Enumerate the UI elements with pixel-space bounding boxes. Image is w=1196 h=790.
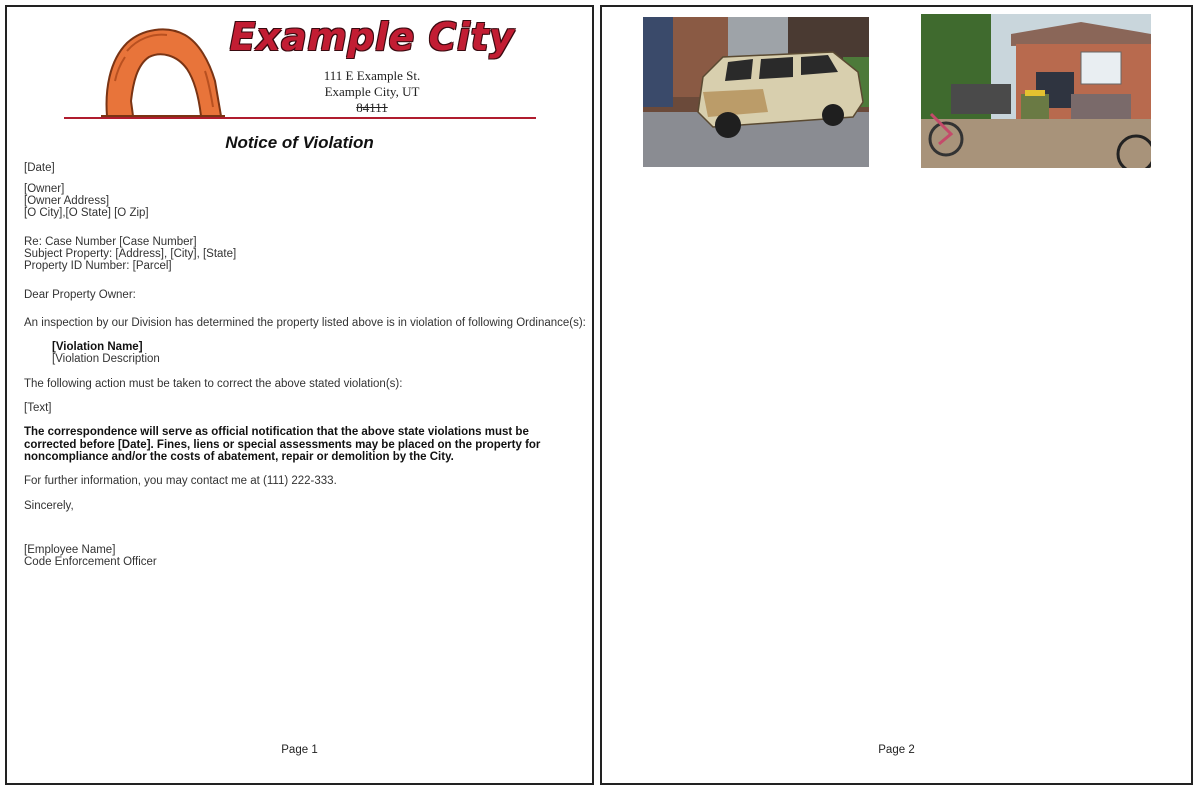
- abandoned-car-photo: [643, 17, 869, 167]
- salutation: Dear Property Owner:: [24, 289, 136, 301]
- violation-description: [Violation Description: [52, 353, 160, 365]
- address-line-2: Example City, UT: [324, 84, 420, 99]
- employee-title: Code Enforcement Officer: [24, 556, 157, 568]
- inspection-intro: An inspection by our Division has determined the property listed above is in violation of following Ordinance(s):: [24, 317, 586, 329]
- cluttered-yard-photo: [921, 14, 1151, 168]
- owner-address: [Owner Address]: [24, 195, 110, 207]
- contact-info: For further information, you may contact me at (111) 222-333.: [24, 475, 337, 487]
- address-line-3: 84111: [356, 100, 388, 115]
- text-placeholder: [Text]: [24, 402, 52, 414]
- date-field: [Date]: [24, 162, 55, 174]
- letter-page-2: [600, 5, 1193, 785]
- closing: Sincerely,: [24, 500, 74, 512]
- violation-name: [Violation Name]: [52, 341, 143, 353]
- city-name-logo-text: Example City: [229, 15, 515, 59]
- property-id-line: Property ID Number: [Parcel]: [24, 260, 172, 272]
- page-number-1: Page 1: [281, 744, 318, 756]
- case-number-line: Re: Case Number [Case Number]: [24, 236, 197, 248]
- address-line-1: 111 E Example St.: [323, 68, 421, 83]
- notice-title: Notice of Violation: [225, 133, 374, 152]
- owner-name: [Owner]: [24, 183, 65, 195]
- page-number-2: Page 2: [878, 744, 915, 756]
- letterhead-divider: [64, 117, 536, 119]
- owner-city-state-zip: [O City],[O State] [O Zip]: [24, 207, 149, 219]
- subject-property-line: Subject Property: [Address], [City], [State]: [24, 248, 237, 260]
- delicate-arch-logo: [97, 21, 227, 121]
- official-notice-paragraph: The correspondence will serve as official notification that the above state violations must be corrected before [Date]. Fines, liens or special assessments may be placed on the property for noncompliance and/or the costs of abatement, repair or demolition by the City.: [24, 426, 541, 463]
- letter-page-1: [5, 5, 594, 785]
- employee-name: [Employee Name]: [24, 544, 116, 556]
- action-required-text: The following action must be taken to correct the above stated violation(s):: [24, 378, 403, 390]
